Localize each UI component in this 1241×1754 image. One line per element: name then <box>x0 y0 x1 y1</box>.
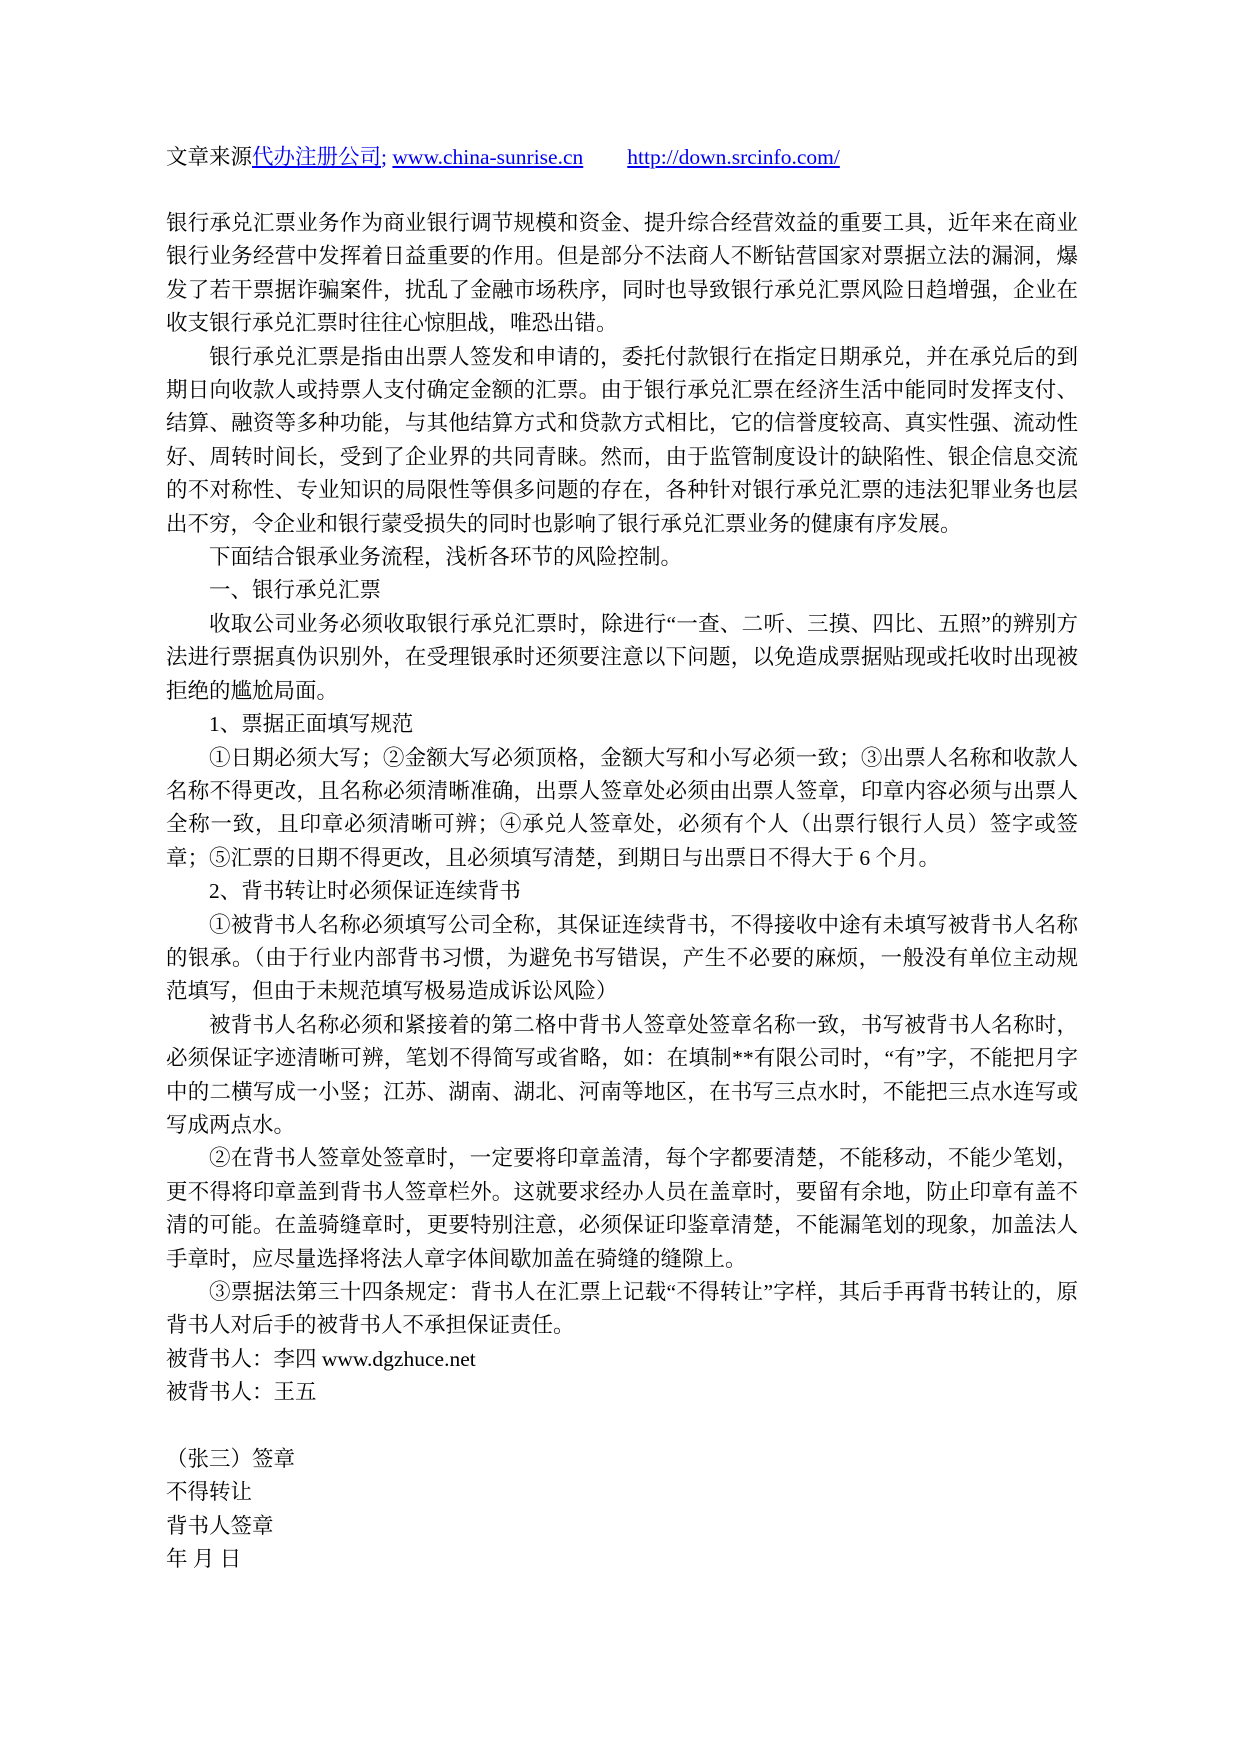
section-heading-bank-acceptance: 一、银行承兑汇票 <box>209 578 382 603</box>
paragraph-endorsee-name-rule: ①被背书人名称必须填写公司全称，其保证连续背书，不得接收中途有未填写被背书人名称的银承。（由于行业内部背书习惯，为避免书写错误，产生不必要的麻烦，一般没有单位主动规范填写，但由于未规范填写极易造成诉讼风险） <box>166 912 1078 1004</box>
endorsee-line-lisi: 被背书人：李四 www.dgzhuce.net <box>166 1346 476 1371</box>
non-transferable-line: 不得转让 <box>166 1480 253 1505</box>
paragraph-endorsee-writing-rule: 被背书人名称必须和紧接着的第二格中背书人签章处签章名称一致，书写被背书人名称时，必须保证字迹清晰可辨，笔划不得简写或省略，如：在填制**有限公司时，“有”字，不能把月字中的二横写成一小竖；江苏、湖南、湖北、河南等地区，在书写三点水时，不能把三点水连写或写成两点水。 <box>166 1012 1078 1137</box>
paragraph-definition: 银行承兑汇票是指由出票人签发和申请的，委托付款银行在指定日期承兑，并在承兑后的到期日向收款人或持票人支付确定金额的汇票。由于银行承兑汇票在经济生活中能同时发挥支付、结算、融资等多种功能，与其他结算方式和贷款方式相比，它的信誉度较高、真实性强、流动性好、周转时间长，受到了企业界的共同青睐。然而，由于监管制度设计的缺陷性、银企信息交流的不对称性、专业知识的局限性等俱多问题的存在，各种针对银行承兑汇票的违法犯罪业务也层出不穷，令企业和银行蒙受损失的同时也影响了银行承兑汇票业务的健康有序发展。 <box>166 344 1078 536</box>
paragraph-front-filling-rules: ①日期必须大写；②金额大写必须顶格，金额大写和小写必须一致；③出票人名称和收款人名称不得更改，且名称必须清晰准确，出票人签章处必须由出票人签章，印章内容必须与出票人全称一致，且印章必须清晰可辨；④承兑人签章处，必须有个人（出票行银行人员）签字或签章；⑤汇票的日期不得更改，且必须填写清楚，到期日与出票日不得大于 6 个月。 <box>166 745 1078 870</box>
china-sunrise-link[interactable]: www.china-sunrise.cn <box>392 145 584 169</box>
paragraph-acceptance-checks: 收取公司业务必须收取银行承兑汇票时，除进行“一查、二听、三摸、四比、五照”的辨别方法进行票据真伪识别外，在受理银承时还须要注意以下问题，以免造成票据贴现或托收时出现被拒绝的尴尬局面。 <box>166 611 1078 703</box>
source-prefix: 文章来源 <box>166 145 253 169</box>
subsection-heading-front-filling: 1、票据正面填写规范 <box>209 712 414 737</box>
link-separator: ; <box>381 145 393 169</box>
subsection-heading-endorsement: 2、背书转让时必须保证连续背书 <box>209 879 521 904</box>
paragraph-intro: 银行承兑汇票业务作为商业银行调节规模和资金、提升综合经营效益的重要工具，近年来在商业银行业务经营中发挥着日益重要的作用。但是部分不法商人不断钻营国家对票据立法的漏洞，爆发了若干票据诈骗案件，扰乱了金融市场秩序，同时也导致银行承兑汇票风险日趋增强，企业在收支银行承兑汇票时往往心惊胆战，唯恐出错。 <box>166 211 1078 336</box>
source-header <box>166 141 1078 174</box>
download-link[interactable]: http://down.srcinfo.com/ <box>627 145 840 169</box>
endorser-seal-line: 背书人签章 <box>166 1513 274 1538</box>
paragraph-law-article-34: ③票据法第三十四条规定：背书人在汇票上记载“不得转让”字样，其后手再背书转让的，原背书人对后手的被背书人不承担保证责任。 <box>166 1280 1078 1338</box>
paragraph-seal-rule: ②在背书人签章处签章时，一定要将印章盖清，每个字都要清楚，不能移动，不能少笔划，更不得将印章盖到背书人签章栏外。这就要求经办人员在盖章时，要留有余地，防止印章有盖不清的可能。在盖骑缝章时，更要特别注意，必须保证印鉴章清楚，不能漏笔划的现象，加盖法人手章时，应尽量选择将法人章字体间歇加盖在骑缝的缝隙上。 <box>166 1146 1078 1271</box>
endorsee-line-wangwu: 被背书人：王五 <box>166 1380 317 1405</box>
date-line: 年 月 日 <box>166 1547 242 1572</box>
paragraph-transition: 下面结合银承业务流程，浅析各环节的风险控制。 <box>209 545 683 570</box>
blank-line <box>166 1410 1078 1443</box>
company-registration-link[interactable]: 代办注册公司 <box>252 145 382 169</box>
signature-line-zhangsan: （张三）签章 <box>166 1447 296 1472</box>
